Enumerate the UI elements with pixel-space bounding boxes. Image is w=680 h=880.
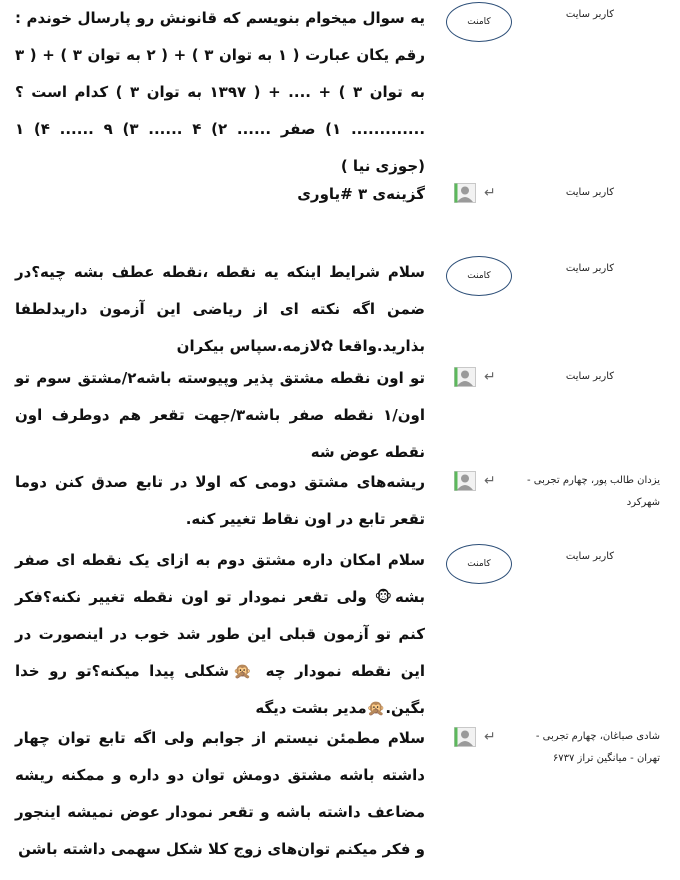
reply-arrow-icon: ↵ bbox=[484, 369, 496, 385]
reply-indicator bbox=[454, 470, 508, 492]
user-avatar-icon bbox=[454, 367, 476, 387]
comment-author[interactable]: کاربر سایت bbox=[565, 551, 615, 562]
comment-badge: کامنت bbox=[446, 544, 512, 584]
reply-arrow-icon: ↵ bbox=[484, 729, 496, 745]
comment-text: سلام امکان داره مشتق دوم به ازای یک نقطه ای صفر بشه🐵 ولی تقعر نمودار تو اون نقطه تغییر نکنه؟فکر کنم تو آزمون قبلی این طور شد خوب در اینصورت در این نقطه نمودار چه 🙊شکلی پیدا میکنه؟تو رو خدا بگین.🙊مدیر بشت دیگه bbox=[15, 551, 425, 717]
comment-badge: کامنت bbox=[446, 256, 512, 296]
comment-text: سلام شرایط اینکه یه نقطه ،نقطه عطف بشه چیه؟در ضمن اگه نکته ای از ریاضی این آزمون داریدلطفا بذارید.واقعا ✿لازمه.سپاس بیکران bbox=[15, 263, 425, 355]
user-avatar-icon bbox=[454, 471, 476, 491]
reply-indicator bbox=[454, 182, 508, 204]
reply-author[interactable]: یزدان طالب پور، چهارم تجربی - شهرکرد bbox=[527, 475, 660, 508]
reply-arrow-icon: ↵ bbox=[484, 473, 496, 489]
reply-author[interactable]: کاربر سایت bbox=[565, 187, 615, 198]
reply-indicator bbox=[454, 366, 508, 388]
reply-author[interactable]: شادی صباغان، چهارم تجربی - تهران - میانگین تراز ۶۷۳۷ bbox=[535, 731, 660, 764]
comment-author[interactable]: کاربر سایت bbox=[565, 263, 615, 274]
comment-text: یه سوال میخوام بنویسم که قانونش رو پارسال خوندم : رقم یکان عبارت ( ۱ به توان ۳ ) + ( ۲ به توان ۳ ) + ( ۳ به توان ۳ ) + .... + ( ۱۳۹۷ به توان ۳ ) کدام است ؟ ............. ۱) صفر ...... ۲) ۴ ...... ۳) ۹ ...... ۴) ۱ (جوزی نیا ) bbox=[15, 9, 426, 175]
comment-badge: کامنت bbox=[446, 2, 512, 42]
user-avatar-icon bbox=[454, 727, 476, 747]
reply-arrow-icon: ↵ bbox=[484, 185, 496, 201]
user-avatar-icon bbox=[454, 183, 476, 203]
reply-text: ریشه‌های مشتق دومی که اولا در تابع صدق کنن دوما تقعر تابع در اون نقاط تغییر کنه. bbox=[15, 473, 425, 528]
reply-indicator bbox=[454, 726, 508, 748]
comment-author[interactable]: کاربر سایت bbox=[565, 9, 615, 20]
reply-text: سلام مطمئن نیستم از جوابم ولی اگه تابع توان چهار داشته باشه مشتق دومش توان دو داره و ممکنه ریشه مضاعف داشته باشه و تقعر نمودار عوض نمیشه اینجور و فکر میکنم توان‌های زوج کلا شکل سهمی داشته باشن bbox=[15, 729, 425, 858]
reply-author[interactable]: کاربر سایت bbox=[565, 371, 615, 382]
reply-text: تو اون نقطه مشتق پذیر وپیوسته باشه۲/مشتق سوم تو اون/۱ نقطه صفر باشه۳/جهت تقعر هم دوطرف اون نقطه عوض شه bbox=[15, 369, 426, 461]
reply-text: گزینه‌ی ۳ #یاوری bbox=[297, 185, 425, 203]
